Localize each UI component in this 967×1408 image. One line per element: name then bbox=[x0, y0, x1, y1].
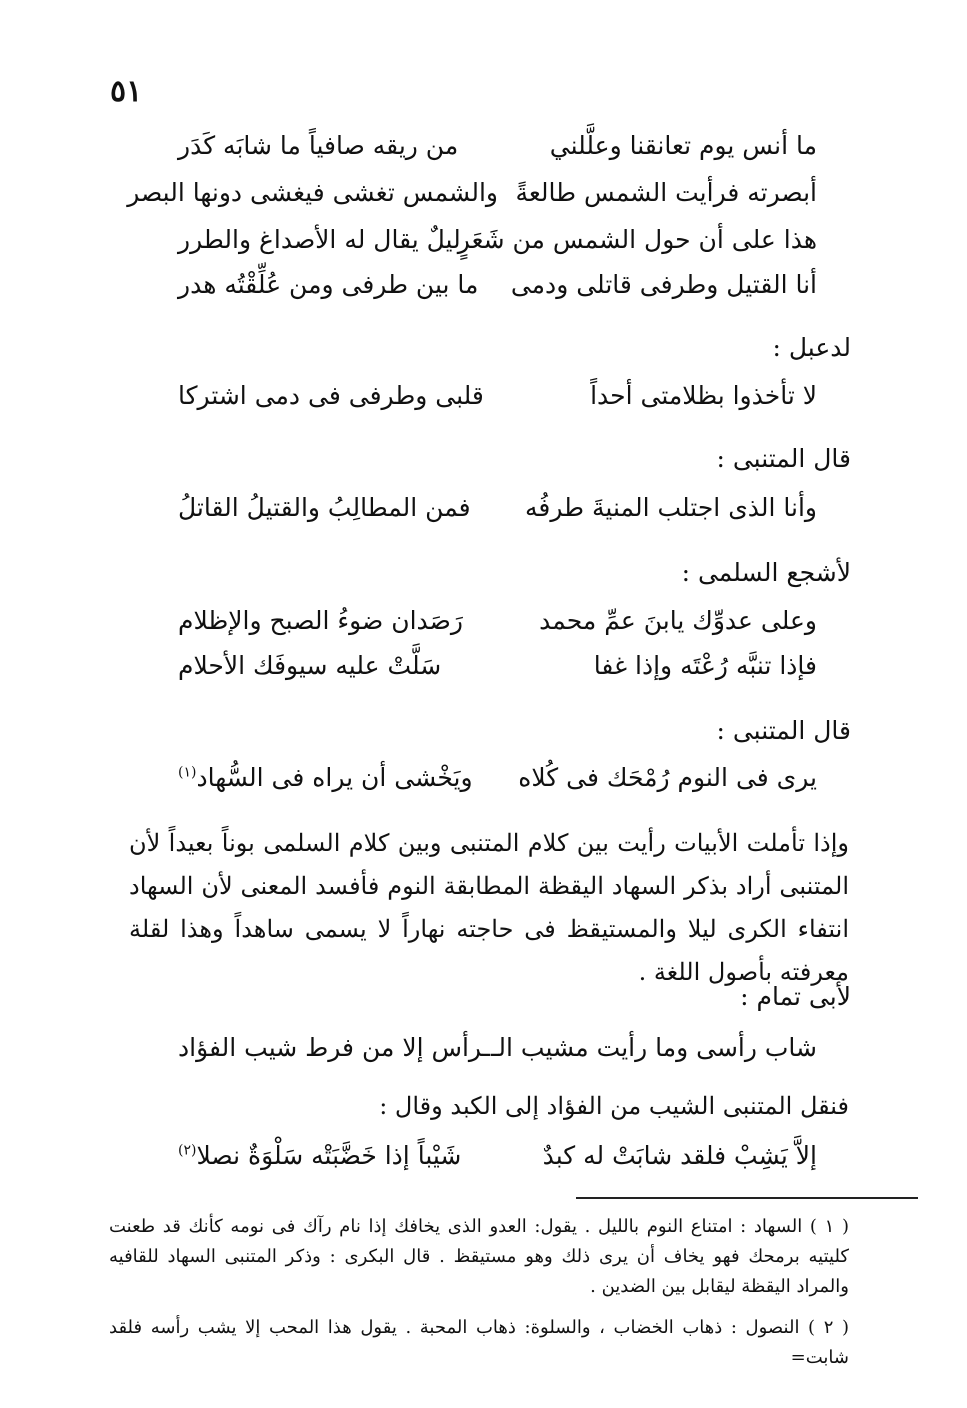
footnote-1: ( ١ ) السهاد : امتناع النوم بالليل . يقول: العدو الذى يخافك إذا نام رآك فى نومه كأنك قد طعنت كليتيه برمحك فهو يخاف أن يرى ذلك وهو مستيقظ . قال البكرى : وذكر المتنبى السهاد للقافيه والمراد اليقظة ليقابل بين الضدين . bbox=[109, 1216, 849, 1297]
verse-4-second-hemistich: ما بين طرفى ومن عُلِّقْتُه هدر bbox=[178, 270, 479, 299]
footnote-2: ( ٢ ) النصول : ذهاب الخضاب ، والسلوة: ذهاب المحبة . يقول هذا المحب إلا يشب رأسه فلقد شابت= bbox=[109, 1317, 849, 1368]
heading-mutanabbi-2: قال المتنبى : bbox=[716, 716, 851, 745]
verse-2-second-hemistich: والشمس تغشى فيغشى دونها البصر bbox=[127, 178, 498, 207]
verse-1-first-hemistich: ما أنس يوم تعانقنا وعلَّلني bbox=[549, 131, 817, 160]
abu-tammam-second-hemistich: ـرأس إلا من فرط شيب الفؤاد bbox=[178, 1033, 491, 1062]
dibil-second-hemistich: قلبى وطرفى فى دمى اشتركا bbox=[178, 381, 484, 410]
verse-2-first-hemistich: أبصرته فرأيت الشمس طالعةً bbox=[515, 178, 817, 207]
ashja-verse-2-second-hemistich: سَلَّتْ عليه سيوفَك الأحلام bbox=[178, 651, 442, 680]
verse-3-first-hemistich: هذا على أن حول الشمس من شَعَرٍ bbox=[457, 225, 817, 254]
mutanabbi-1-first-hemistich: وأنا الذى اجتلب المنيةَ طرفُه bbox=[525, 493, 817, 522]
abu-tammam-first-hemistich: شاب رأسى وما رأيت مشيب الـ bbox=[491, 1033, 817, 1062]
verse-3-second-hemistich: ليلٌ يقال له الأصداغ والطرر bbox=[178, 225, 461, 254]
mutanabbi-2-second-hemistich bbox=[178, 765, 498, 790]
heading-mutanabbi-1: قال المتنبى : bbox=[716, 444, 851, 473]
ashja-verse-2-first-hemistich: فإذا تنبَّه رُعْتَه وإذا غفا bbox=[593, 651, 817, 680]
verse-1-second-hemistich: من ريقه صافياً ما شابَه كَدَر bbox=[178, 131, 459, 160]
dibil-first-hemistich: لا تأخذوا بظلامتى أحداً bbox=[590, 381, 817, 410]
transfer-line: فنقل المتنبى الشيب من الفؤاد إلى الكبد وقال : bbox=[379, 1092, 849, 1120]
ashja-verse-1-first-hemistich: وعلى عدوِّك يابنَ عمِّ محمد bbox=[539, 606, 817, 635]
ashja-verse-1-second-hemistich: رَصَدان ضوءُ الصبح والإظلام bbox=[178, 606, 463, 635]
mutanabbi-2-first-hemistich: يرى فى النوم رُمْحَك فى كُلاه bbox=[518, 763, 817, 792]
footnote-ref-1: (١) bbox=[178, 764, 197, 781]
mutanabbi-3-second-hemistich bbox=[178, 1143, 498, 1168]
heading-abu-tammam: لأبى تمام : bbox=[740, 982, 851, 1011]
verse-4-first-hemistich: أنا القتيل وطرفى قاتلى ودمى bbox=[510, 270, 817, 299]
heading-ashja: لأشجع السلمى : bbox=[681, 558, 851, 587]
heading-dibil: لدعبل : bbox=[772, 333, 851, 362]
mutanabbi-1-second-hemistich: فمن المطالِبُ والقتيلُ القاتلُ bbox=[178, 493, 471, 522]
mutanabbi-2-second-text: ويَخْشى أن يراه فى السُّهاد bbox=[196, 763, 473, 792]
mutanabbi-3-second-text: شَيْباً إذا خَضَّبَتْه سَلْوَةٌ نصلا bbox=[196, 1141, 462, 1170]
page-number: ٥١ bbox=[110, 74, 143, 109]
footnote-separator bbox=[576, 1197, 918, 1199]
mutanabbi-3-first-hemistich: إلاَّ يَشِبْ فلقد شابَتْ له كبدٌ bbox=[542, 1141, 817, 1170]
footnote-ref-2: (٢) bbox=[178, 1142, 197, 1159]
commentary-paragraph: وإذا تأملت الأبيات رأيت بين كلام المتنبى وبين كلام السلمى بوناً بعيداً لأن المتنبى أراد بذكر السهاد اليقظة المطابقة النوم فأفسد المعنى لأن السهاد انتفاء الكرى ليلا والمستيقظ فى حاجته نهاراً لا يسمى ساهداً وهذا لقلة معرفته بأصول اللغة . bbox=[129, 829, 849, 986]
